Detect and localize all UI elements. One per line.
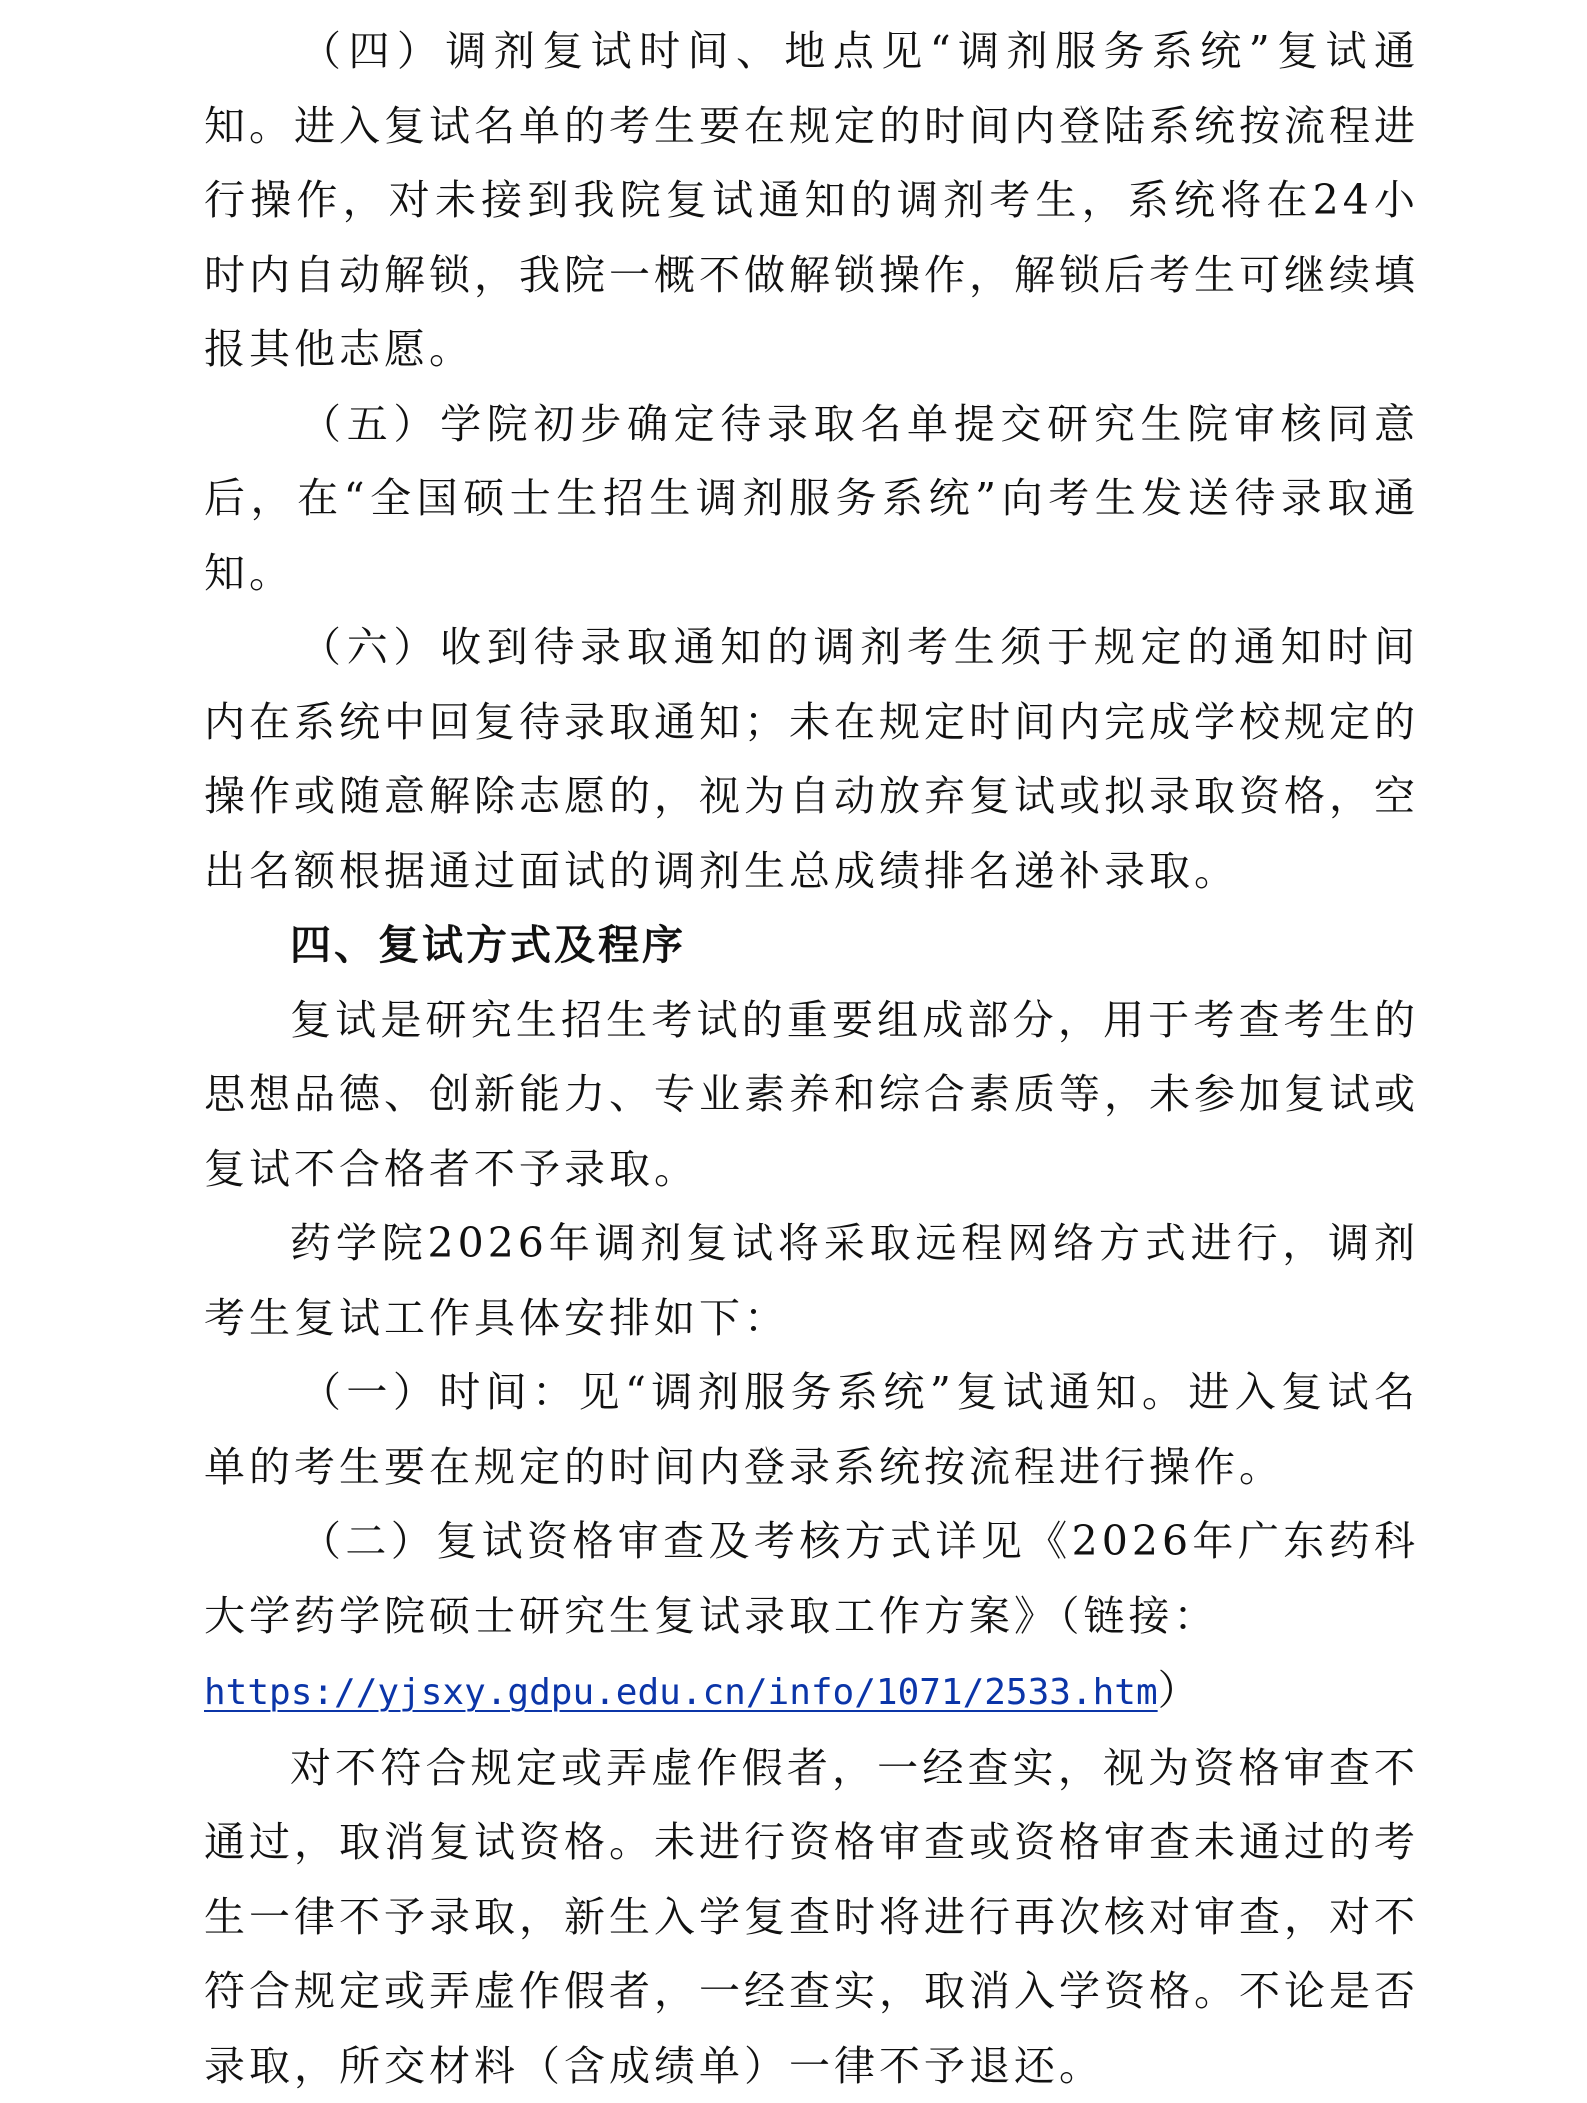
paragraph-item-4: （四）调剂复试时间、地点见“调剂服务系统”复试通知。进入复试名单的考生要在规定的时间内登陆系统按流程进行操作，对未接到我院复试通知的调剂考生，系统将在24小时内自动解锁，我院一概不做解锁操作，解锁后考生可继续填报其他志愿。 — [204, 14, 1419, 387]
paragraph-fraud: 对不符合规定或弄虚作假者，一经查实，视为资格审查不通过，取消复试资格。未进行资格审查或资格审查未通过的考生一律不予录取，新生入学复查时将进行再次核对审查，对不符合规定或弄虚作假者，一经查实，取消入学资格。不论是否录取，所交材料（含成绩单）一律不予退还。 — [204, 1731, 1419, 2103]
method-text: （二）复试资格审查及考核方式详见《2026年广东药科大学药学院硕士研究生复试录取工作方案》（链接： — [204, 1517, 1419, 1640]
section-heading: 四、复试方式及程序 — [204, 908, 1419, 983]
paragraph-arrangement: 药学院2026年调剂复试将采取远程网络方式进行，调剂考生复试工作具体安排如下： — [204, 1206, 1419, 1355]
paragraph-item-6: （六）收到待录取通知的调剂考生须于规定的通知时间内在系统中回复待录取通知；未在规定时间内完成学校规定的操作或随意解除志愿的，视为自动放弃复试或拟录取资格，空出名额根据通过面试的调剂生总成绩排名递补录取。 — [204, 610, 1419, 908]
plan-link[interactable]: https://yjsxy.gdpu.edu.cn/info/1071/2533.htm — [204, 1672, 1158, 1713]
document-page — [204, 14, 1419, 2103]
paragraph-item-5: （五）学院初步确定待录取名单提交研究生院审核同意后，在“全国硕士生招生调剂服务系统”向考生发送待录取通知。 — [204, 387, 1419, 611]
paragraph-method — [204, 1504, 1419, 1731]
paragraph-intro: 复试是研究生招生考试的重要组成部分，用于考查考生的思想品德、创新能力、专业素养和综合素质等，未参加复试或复试不合格者不予录取。 — [204, 983, 1419, 1207]
paragraph-time: （一）时间：见“调剂服务系统”复试通知。进入复试名单的考生要在规定的时间内登录系统按流程进行操作。 — [204, 1355, 1419, 1504]
method-close: ） — [1158, 1666, 1203, 1714]
